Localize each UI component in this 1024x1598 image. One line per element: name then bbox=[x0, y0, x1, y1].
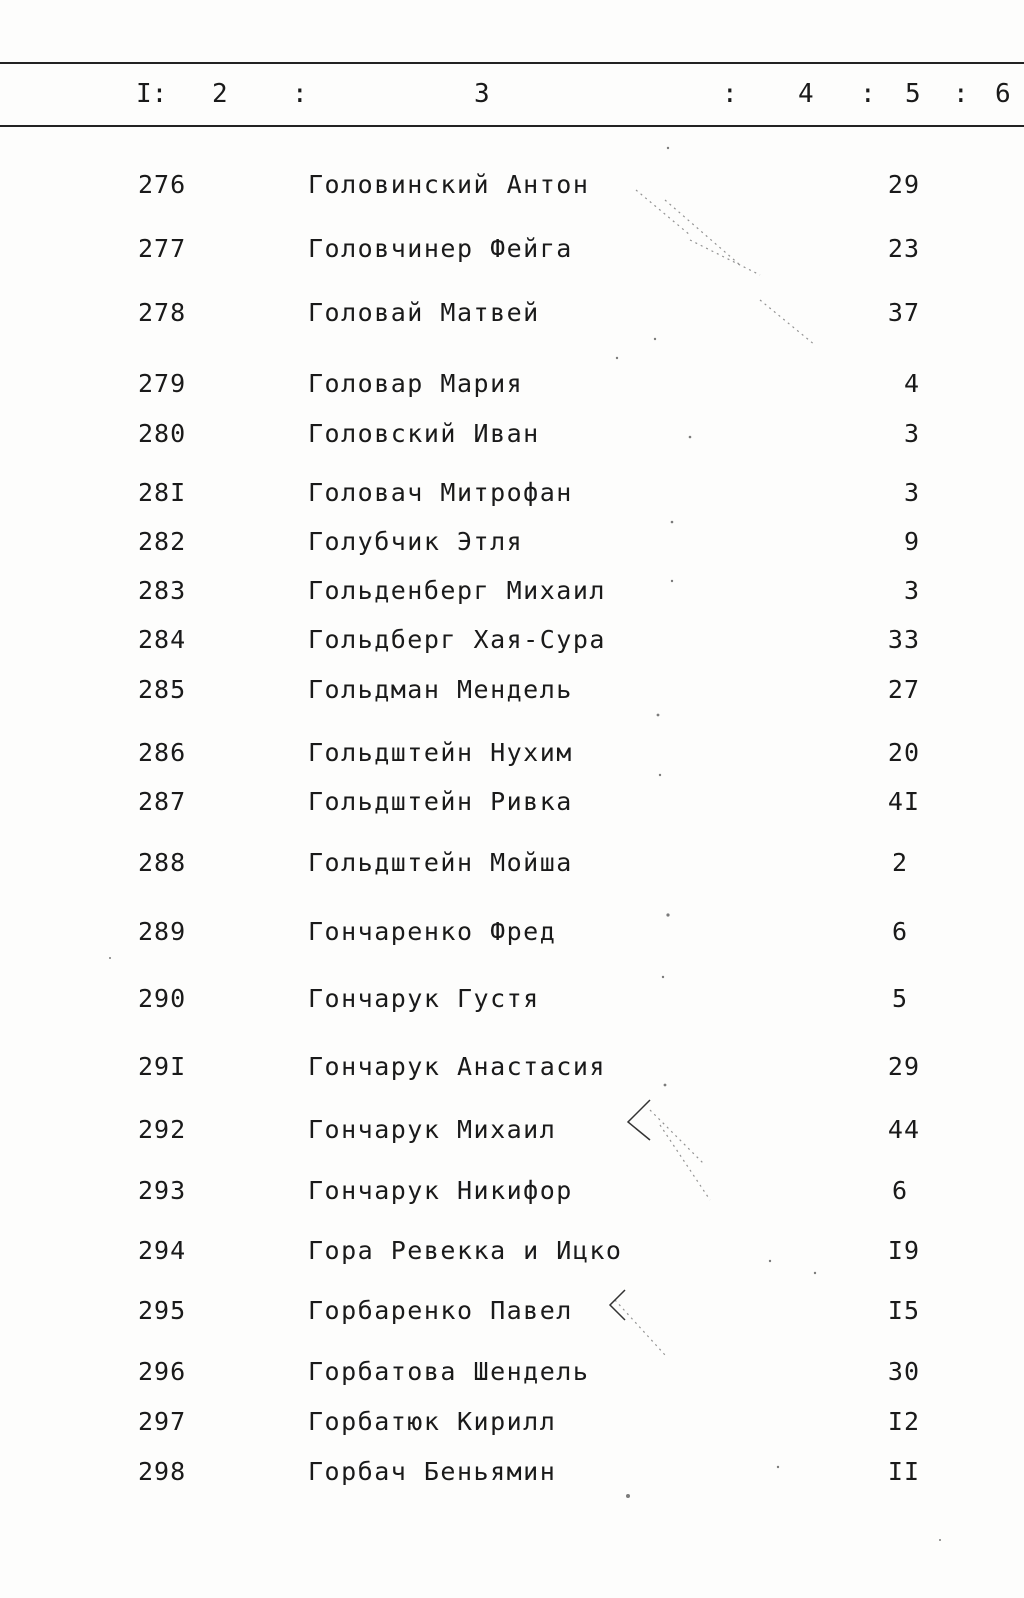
record-count: 6 bbox=[892, 917, 909, 946]
record-name: Гончарук Анастасия bbox=[308, 1052, 606, 1081]
record-name: Головай Матвей bbox=[308, 298, 540, 327]
record-number: 276 bbox=[138, 170, 187, 199]
record-name: Гончарук Густя bbox=[308, 984, 540, 1013]
record-count: 3 bbox=[903, 576, 920, 605]
record-number: 284 bbox=[138, 625, 187, 654]
list-item bbox=[0, 571, 1024, 611]
record-number: 277 bbox=[138, 234, 187, 263]
list-item bbox=[0, 1110, 1024, 1150]
header-bottom-rule bbox=[0, 125, 1024, 127]
record-number: 278 bbox=[138, 298, 187, 327]
record-count: 4I bbox=[887, 787, 920, 816]
header-col-6: 6 bbox=[995, 79, 1011, 109]
record-name: Горбаренко Павел bbox=[308, 1296, 573, 1325]
record-name: Горбатюк Кирилл bbox=[308, 1407, 557, 1436]
header-col-5: 5 bbox=[905, 79, 921, 109]
record-number: 282 bbox=[138, 527, 187, 556]
list-item bbox=[0, 670, 1024, 710]
list-item bbox=[0, 1291, 1024, 1331]
list-item bbox=[0, 1402, 1024, 1442]
list-item bbox=[0, 1352, 1024, 1392]
record-number: 297 bbox=[138, 1407, 187, 1436]
record-name: Голубчик Этля bbox=[308, 527, 524, 556]
record-count: 23 bbox=[887, 234, 920, 263]
record-name: Гончарук Никифор bbox=[308, 1176, 573, 1205]
list-item bbox=[0, 1231, 1024, 1271]
record-name: Гольдштейн Мойша bbox=[308, 848, 573, 877]
record-number: 296 bbox=[138, 1357, 187, 1386]
header-sep-2: : bbox=[722, 79, 738, 109]
header-sep-3: : bbox=[860, 79, 876, 109]
list-item bbox=[0, 782, 1024, 822]
record-name: Гончаренко Фред bbox=[308, 917, 557, 946]
record-number: 280 bbox=[138, 419, 187, 448]
record-number: 294 bbox=[138, 1236, 187, 1265]
list-item bbox=[0, 1452, 1024, 1492]
record-count: 20 bbox=[887, 738, 920, 767]
record-name: Горбатова Шендель bbox=[308, 1357, 590, 1386]
record-number: 295 bbox=[138, 1296, 187, 1325]
list-item bbox=[0, 414, 1024, 454]
record-name: Головчинер Фейга bbox=[308, 234, 573, 263]
list-item bbox=[0, 229, 1024, 269]
record-count: 2 bbox=[892, 848, 909, 877]
record-count: 37 bbox=[887, 298, 920, 327]
record-name: Гольдман Мендель bbox=[308, 675, 573, 704]
record-count: 33 bbox=[887, 625, 920, 654]
list-item bbox=[0, 364, 1024, 404]
header-col-2: 2 bbox=[212, 79, 228, 109]
record-name: Горбач Беньямин bbox=[308, 1457, 557, 1486]
record-name: Головский Иван bbox=[308, 419, 540, 448]
record-number: 289 bbox=[138, 917, 187, 946]
record-count: I2 bbox=[887, 1407, 920, 1436]
record-number: 286 bbox=[138, 738, 187, 767]
record-number: 292 bbox=[138, 1115, 187, 1144]
record-count: 3 bbox=[903, 478, 920, 507]
record-name: Гольдштейн Нухим bbox=[308, 738, 573, 767]
list-item bbox=[0, 733, 1024, 773]
record-count: 30 bbox=[887, 1357, 920, 1386]
list-item bbox=[0, 165, 1024, 205]
record-count: 29 bbox=[887, 170, 920, 199]
record-name: Гора Ревекка и Ицко bbox=[308, 1236, 623, 1265]
header-sep-4: : bbox=[953, 79, 969, 109]
record-number: 290 bbox=[138, 984, 187, 1013]
header-sep-1: : bbox=[292, 79, 308, 109]
record-number: 28I bbox=[138, 478, 187, 507]
record-name: Гончарук Михаил bbox=[308, 1115, 557, 1144]
record-name: Головар Мария bbox=[308, 369, 524, 398]
record-count: 3 bbox=[903, 419, 920, 448]
record-count: II bbox=[887, 1457, 920, 1486]
header-col-1: I: bbox=[136, 79, 168, 109]
record-count: 6 bbox=[892, 1176, 909, 1205]
header-top-rule bbox=[0, 62, 1024, 64]
record-count: I9 bbox=[887, 1236, 920, 1265]
record-count: 5 bbox=[892, 984, 909, 1013]
header-col-3: 3 bbox=[474, 79, 490, 109]
record-count: 44 bbox=[887, 1115, 920, 1144]
record-number: 285 bbox=[138, 675, 187, 704]
record-count: 29 bbox=[887, 1052, 920, 1081]
list-item bbox=[0, 979, 1024, 1019]
record-name: Головинский Антон bbox=[308, 170, 590, 199]
record-number: 298 bbox=[138, 1457, 187, 1486]
list-item bbox=[0, 620, 1024, 660]
record-name: Гольдштейн Ривка bbox=[308, 787, 573, 816]
list-item bbox=[0, 293, 1024, 333]
record-number: 287 bbox=[138, 787, 187, 816]
record-count: I5 bbox=[887, 1296, 920, 1325]
list-item bbox=[0, 912, 1024, 952]
header-col-4: 4 bbox=[798, 79, 814, 109]
list-item bbox=[0, 473, 1024, 513]
record-number: 293 bbox=[138, 1176, 187, 1205]
record-name: Гольдберг Хая-Сура bbox=[308, 625, 606, 654]
record-name: Гольденберг Михаил bbox=[308, 576, 606, 605]
record-number: 288 bbox=[138, 848, 187, 877]
list-item bbox=[0, 1171, 1024, 1211]
list-item bbox=[0, 1047, 1024, 1087]
record-count: 27 bbox=[887, 675, 920, 704]
record-count: 9 bbox=[903, 527, 920, 556]
record-number: 283 bbox=[138, 576, 187, 605]
record-name: Головач Митрофан bbox=[308, 478, 573, 507]
list-item bbox=[0, 522, 1024, 562]
record-number: 29I bbox=[138, 1052, 187, 1081]
record-number: 279 bbox=[138, 369, 187, 398]
record-count: 4 bbox=[903, 369, 920, 398]
list-item bbox=[0, 843, 1024, 883]
